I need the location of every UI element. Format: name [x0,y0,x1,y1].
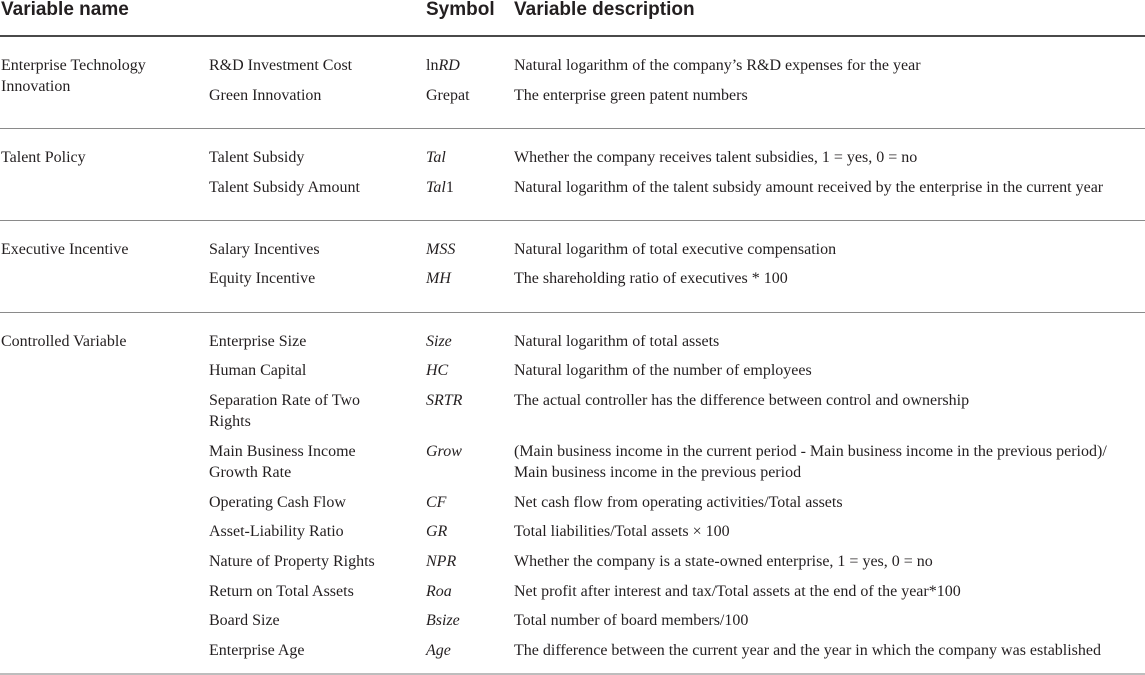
variable-description-line2: Main business income in the previous period [514,464,802,481]
variable-description: Natural logarithm of the number of employees [514,362,812,379]
variable-label: Green Innovation [209,87,322,104]
variable-label: Asset-Liability Ratio [209,523,344,540]
variable-symbol: Age [426,642,451,659]
variable-description: Total number of board members/100 [514,612,749,629]
variable-symbol: Size [426,333,452,350]
variable-symbol: HC [426,362,449,379]
variable-symbol: lnRD [426,57,460,74]
variable-description: The enterprise green patent numbers [514,87,748,104]
variable-description: Natural logarithm of total executive compensation [514,241,837,258]
group-name: Talent Policy [1,149,86,166]
variable-description: Whether the company receives talent subsidies, 1 = yes, 0 = no [514,149,918,166]
variable-symbol: CF [426,494,447,511]
header-rule [0,35,1145,37]
group-name: Executive Incentive [1,241,129,258]
variable-label: R&D Investment Cost [209,57,353,74]
variable-label: Separation Rate of Two [209,392,360,409]
variable-label: Board Size [209,612,280,629]
variable-symbol: Bsize [426,612,460,629]
variable-description: (Main business income in the current period - Main business income in the previous period)/ [514,443,1107,460]
variable-symbol: MH [426,270,451,287]
variable-label: Equity Incentive [209,270,316,287]
variable-description: Net profit after interest and tax/Total assets at the end of the year*100 [514,583,961,600]
group-name: Controlled Variable [1,333,127,350]
variable-label: Talent Subsidy Amount [209,179,360,196]
variable-symbol: Tal1 [426,179,454,196]
variable-label: Enterprise Age [209,642,305,659]
variable-label: Enterprise Size [209,333,307,350]
group-divider [0,220,1145,221]
group-name: Enterprise Technology [1,57,146,74]
variable-label: Human Capital [209,362,307,379]
variable-symbol: Grow [426,443,462,460]
group-name-line2: Innovation [1,78,71,95]
variable-label: Nature of Property Rights [209,553,375,570]
group-divider [0,312,1145,313]
header-description: Variable description [514,0,695,20]
variable-symbol: Roa [426,583,452,600]
group-divider [0,128,1145,129]
table-header [0,0,1145,34]
header-symbol: Symbol [426,0,495,20]
variable-symbol: GR [426,523,448,540]
variable-description: Natural logarithm of total assets [514,333,720,350]
variable-label: Talent Subsidy [209,149,305,166]
variable-symbol: Tal [426,149,446,166]
variable-label: Return on Total Assets [209,583,354,600]
variable-label-line2: Growth Rate [209,464,292,481]
variable-description: Whether the company is a state-owned enterprise, 1 = yes, 0 = no [514,553,933,570]
variable-symbol: Grepat [426,87,470,104]
variable-description: Net cash flow from operating activities/Total assets [514,494,843,511]
variable-description: Natural logarithm of the company’s R&D expenses for the year [514,57,921,74]
variable-description: The actual controller has the difference between control and ownership [514,392,970,409]
variable-label: Main Business Income [209,443,356,460]
variable-description: The difference between the current year and the year in which the company was established [514,642,1102,659]
variable-description: Natural logarithm of the talent subsidy amount received by the enterprise in the current year [514,179,1104,196]
header-variable-name: Variable name [1,0,129,20]
variable-label: Operating Cash Flow [209,494,346,511]
bottom-rule [0,673,1145,675]
variable-label-line2: Rights [209,413,251,430]
variable-description: Total liabilities/Total assets × 100 [514,523,730,540]
variable-symbol: SRTR [426,392,463,409]
variable-symbol: NPR [426,553,457,570]
variable-symbol: MSS [426,241,456,258]
variable-label: Salary Incentives [209,241,320,258]
variable-description: The shareholding ratio of executives * 100 [514,270,788,287]
